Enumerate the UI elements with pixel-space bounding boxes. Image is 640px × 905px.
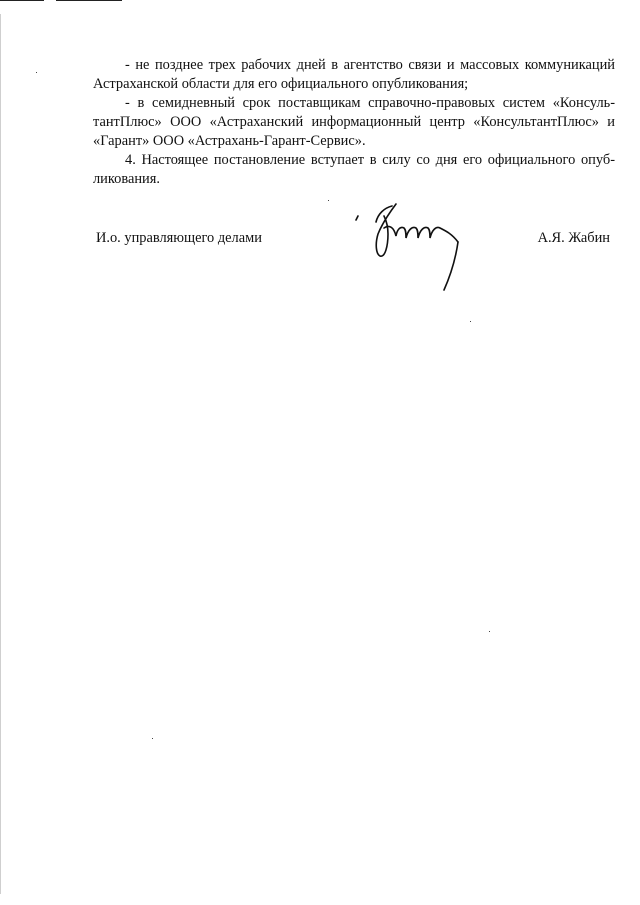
handwritten-signature [340,198,470,298]
scan-speck [152,738,153,739]
signatory-name: А.Я. Жабин [537,230,610,246]
paragraph-publication-agency: - не позднее трех рабочих дней в агентство связи и массовых коммуникаций Астраханской области для его официального опубликования; [93,57,615,92]
scan-edge-line [0,14,1,894]
scan-speck [36,72,37,73]
paragraph-effective-date: 4. Настоящее постановление вступает в силу со дня его официального опубликования. [93,152,615,187]
scan-speck [470,321,471,322]
signatory-role: И.о. управляющего делами [96,230,262,246]
scan-edge-mark [56,0,122,1]
paragraph-legal-systems: - в семидневный срок поставщикам справочно-правовых систем «КонсультантПлюс» ООО «Астраханский информационный центр «КонсультантПлюс» и «Гарант» ООО «Астрахань-Гарант-Сервис». [93,95,615,149]
scan-speck [489,631,490,632]
scan-edge-mark [0,0,44,1]
document-body [93,56,615,189]
scan-speck [328,200,329,201]
